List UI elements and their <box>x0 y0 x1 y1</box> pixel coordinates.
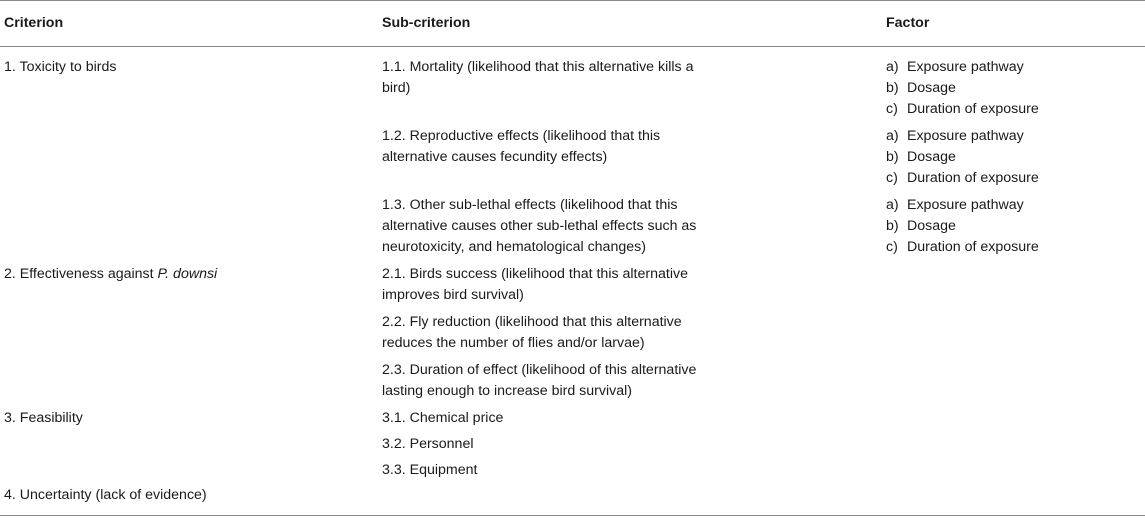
factor-text: Exposure pathway <box>907 59 1024 75</box>
factor-item <box>886 78 1145 99</box>
factor-text: Duration of exposure <box>907 170 1039 186</box>
factor-item <box>886 147 1145 168</box>
factor-cell <box>880 306 1145 354</box>
table-row <box>0 120 1145 189</box>
sub-criterion-text: 2.2. Fly reduction (likelihood that this alternative reduces the number of flies and/or larvae) <box>382 314 682 351</box>
criterion-cell: 1. Toxicity to birds <box>4 59 117 75</box>
table-header <box>0 1 1145 47</box>
factor-list <box>886 195 1145 258</box>
sub-criterion-cell <box>378 189 880 258</box>
sub-criterion-text: 1.3. Other sub-lethal effects (likelihood that this alternative causes other sub-lethal effects such as neurotoxicity, and hematological changes) <box>382 197 697 255</box>
table-row <box>0 354 1145 402</box>
factor-cell <box>880 258 1145 306</box>
factor-list <box>886 57 1145 120</box>
sub-criterion-cell <box>378 47 880 121</box>
factor-text: Exposure pathway <box>907 197 1024 213</box>
sub-criterion-text: 3.3. Equipment <box>382 462 478 478</box>
criterion-cell <box>0 455 378 481</box>
table-row <box>0 429 1145 455</box>
factor-list <box>886 126 1145 189</box>
factor-item <box>886 216 1145 237</box>
factor-text: Duration of exposure <box>907 239 1039 255</box>
sub-criterion-text: 1.1. Mortality (likelihood that this alternative kills a bird) <box>382 59 694 96</box>
factor-letter: c) <box>886 239 898 255</box>
criterion-cell <box>0 189 378 258</box>
factor-cell <box>880 402 1145 429</box>
factor-cell <box>880 455 1145 481</box>
sub-criterion-cell <box>378 429 880 455</box>
factor-text: Exposure pathway <box>907 128 1024 144</box>
species-name: P. downsi <box>157 266 218 282</box>
criterion-cell: 4. Uncertainty (lack of evidence) <box>0 481 378 516</box>
sub-criterion-text: 2.3. Duration of effect (likelihood of this alternative lasting enough to increase bird survival) <box>382 362 697 399</box>
criterion-cell <box>0 258 378 306</box>
factor-item <box>886 99 1145 120</box>
header-criterion: Criterion <box>0 1 378 47</box>
factor-item <box>886 126 1145 147</box>
table-row <box>0 47 1145 121</box>
table-row <box>0 455 1145 481</box>
factor-letter: b) <box>886 149 899 165</box>
factor-cell <box>880 481 1145 516</box>
criterion-cell <box>0 429 378 455</box>
table-row <box>0 306 1145 354</box>
criterion-cell: 3. Feasibility <box>4 410 83 426</box>
factor-letter: c) <box>886 101 898 117</box>
table-row <box>0 402 1145 429</box>
factor-text: Dosage <box>907 218 956 234</box>
criterion-cell <box>0 306 378 354</box>
factor-letter: c) <box>886 170 898 186</box>
factor-text: Dosage <box>907 149 956 165</box>
criterion-prefix: 2. Effectiveness against <box>4 266 158 282</box>
factor-letter: a) <box>886 59 899 75</box>
factor-letter: b) <box>886 80 899 96</box>
sub-criterion-cell <box>378 306 880 354</box>
sub-criterion-cell <box>378 354 880 402</box>
factor-cell <box>880 120 1145 189</box>
table-body <box>0 47 1145 516</box>
criterion-cell <box>0 354 378 402</box>
factor-letter: a) <box>886 128 899 144</box>
criterion-cell <box>0 120 378 189</box>
table-row <box>0 481 1145 516</box>
sub-criterion-text: 3.1. Chemical price <box>382 410 504 426</box>
header-sub-criterion: Sub-criterion <box>378 1 880 47</box>
factor-item <box>886 57 1145 78</box>
factor-item <box>886 168 1145 189</box>
factor-letter: a) <box>886 197 899 213</box>
factor-text: Duration of exposure <box>907 101 1039 117</box>
factor-letter: b) <box>886 218 899 234</box>
header-row <box>0 1 1145 47</box>
table-row <box>0 258 1145 306</box>
sub-criterion-cell <box>378 402 880 429</box>
factor-item <box>886 237 1145 258</box>
factor-cell <box>880 47 1145 121</box>
factor-cell <box>880 429 1145 455</box>
factor-item <box>886 195 1145 216</box>
header-factor: Factor <box>880 1 1145 47</box>
factor-cell <box>880 354 1145 402</box>
sub-criterion-cell <box>378 258 880 306</box>
table-row <box>0 189 1145 258</box>
sub-criterion-text: 1.2. Reproductive effects (likelihood that this alternative causes fecundity effects) <box>382 128 661 165</box>
factor-cell <box>880 189 1145 258</box>
sub-criterion-cell <box>378 120 880 189</box>
factor-text: Dosage <box>907 80 956 96</box>
sub-criterion-cell <box>378 481 880 516</box>
sub-criterion-text: 2.1. Birds success (likelihood that this alternative improves bird survival) <box>382 266 688 303</box>
sub-criterion-cell <box>378 455 880 481</box>
sub-criterion-text: 3.2. Personnel <box>382 436 474 452</box>
